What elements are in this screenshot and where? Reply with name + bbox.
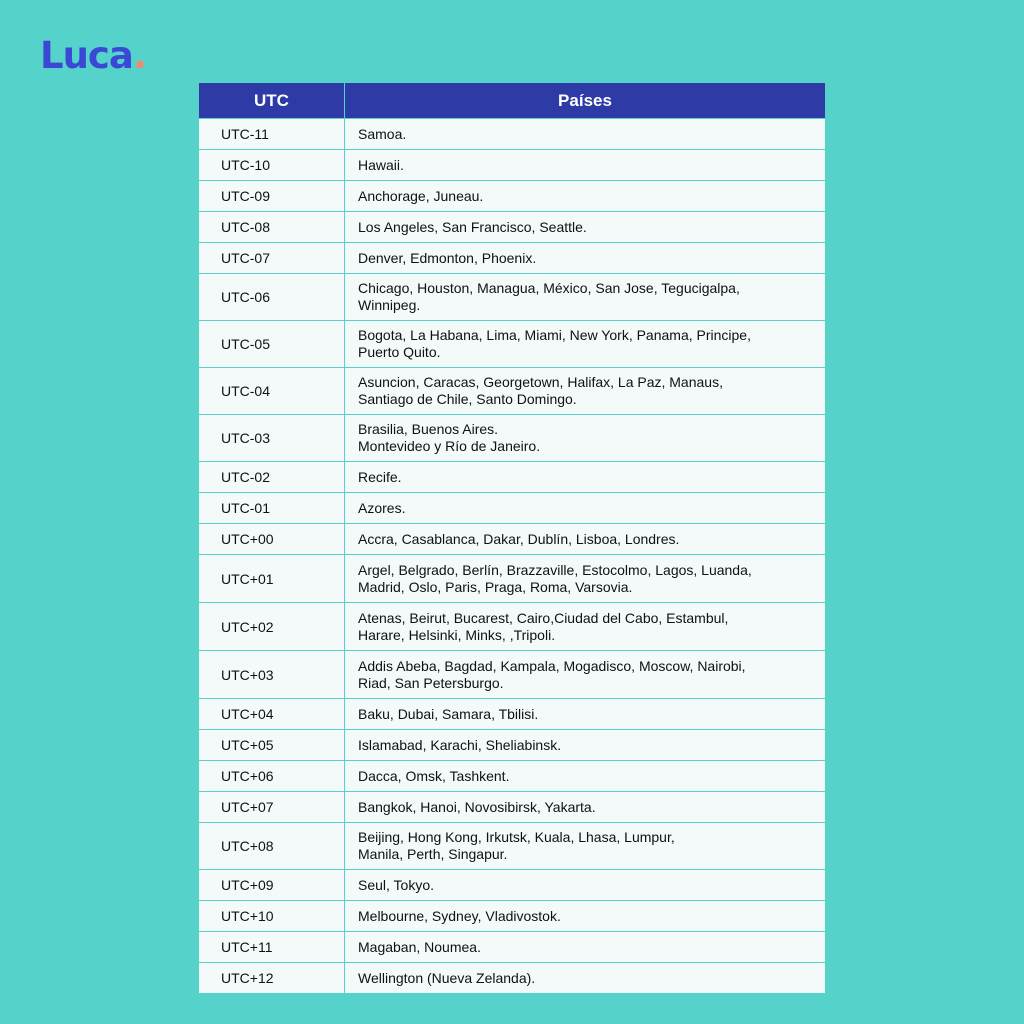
places-line: Baku, Dubai, Samara, Tbilisi. bbox=[358, 705, 539, 722]
utc-offset-cell: UTC+11 bbox=[199, 932, 345, 963]
places-line: Bogota, La Habana, Lima, Miami, New York, Panama, Principe, bbox=[358, 327, 751, 343]
places-line: Samoa. bbox=[358, 125, 407, 142]
places-line: Argel, Belgrado, Berlín, Brazzaville, Estocolmo, Lagos, Luanda, bbox=[358, 561, 752, 578]
places-line: Brasilia, Buenos Aires. bbox=[358, 421, 499, 437]
table-row bbox=[199, 524, 826, 555]
table-row bbox=[199, 761, 826, 792]
utc-offset-cell: UTC+07 bbox=[199, 792, 345, 823]
utc-offset-cell: UTC+01 bbox=[199, 555, 345, 603]
places-line: Dacca, Omsk, Tashkent. bbox=[358, 767, 510, 784]
places-cell bbox=[345, 415, 826, 462]
table-row bbox=[199, 932, 826, 963]
places-line: Winnipeg. bbox=[358, 297, 421, 313]
places-cell bbox=[345, 901, 826, 932]
utc-offset-cell: UTC+02 bbox=[199, 603, 345, 651]
places-line: Accra, Casablanca, Dakar, Dublín, Lisboa, Londres. bbox=[358, 530, 680, 547]
table-row bbox=[199, 415, 826, 462]
places-cell bbox=[345, 243, 826, 274]
header-utc: UTC bbox=[199, 83, 345, 119]
table-row bbox=[199, 870, 826, 901]
places-cell bbox=[345, 181, 826, 212]
places-line: Wellington (Nueva Zelanda). bbox=[358, 969, 536, 986]
places-line: Azores. bbox=[358, 499, 406, 516]
table-row bbox=[199, 792, 826, 823]
places-cell bbox=[345, 119, 826, 150]
places-line: Harare, Helsinki, Minks, ,Tripoli. bbox=[358, 626, 556, 643]
utc-offset-cell: UTC-07 bbox=[199, 243, 345, 274]
table-row bbox=[199, 823, 826, 870]
utc-offset-cell: UTC+05 bbox=[199, 730, 345, 761]
table-row bbox=[199, 901, 826, 932]
places-cell bbox=[345, 368, 826, 415]
places-line: Santiago de Chile, Santo Domingo. bbox=[358, 391, 577, 407]
places-cell bbox=[345, 603, 826, 651]
table-row bbox=[199, 730, 826, 761]
utc-offset-cell: UTC+09 bbox=[199, 870, 345, 901]
utc-offset-cell: UTC+12 bbox=[199, 963, 345, 994]
places-line: Magaban, Noumea. bbox=[358, 938, 481, 955]
places-line: Recife. bbox=[358, 468, 402, 485]
places-cell bbox=[345, 493, 826, 524]
places-cell bbox=[345, 274, 826, 321]
utc-offset-cell: UTC+00 bbox=[199, 524, 345, 555]
utc-offset-cell: UTC+08 bbox=[199, 823, 345, 870]
table-row bbox=[199, 243, 826, 274]
places-line: Puerto Quito. bbox=[358, 344, 441, 360]
table-row bbox=[199, 493, 826, 524]
places-line: Denver, Edmonton, Phoenix. bbox=[358, 249, 537, 266]
table-row bbox=[199, 462, 826, 493]
utc-offset-cell: UTC-03 bbox=[199, 415, 345, 462]
table-row bbox=[199, 963, 826, 994]
places-line: Asuncion, Caracas, Georgetown, Halifax, La Paz, Manaus, bbox=[358, 374, 723, 390]
utc-offset-cell: UTC+10 bbox=[199, 901, 345, 932]
places-line: Addis Abeba, Bagdad, Kampala, Mogadisco, Moscow, Nairobi, bbox=[358, 657, 746, 674]
places-line: Bangkok, Hanoi, Novosibirsk, Yakarta. bbox=[358, 798, 596, 815]
table-row bbox=[199, 368, 826, 415]
places-line: Atenas, Beirut, Bucarest, Cairo,Ciudad del Cabo, Estambul, bbox=[358, 609, 729, 626]
table-row bbox=[199, 555, 826, 603]
places-line: Islamabad, Karachi, Sheliabinsk. bbox=[358, 736, 562, 753]
places-line: Beijing, Hong Kong, Irkutsk, Kuala, Lhasa, Lumpur, bbox=[358, 829, 675, 845]
places-cell bbox=[345, 555, 826, 603]
places-cell bbox=[345, 150, 826, 181]
utc-offset-cell: UTC-01 bbox=[199, 493, 345, 524]
places-line: Anchorage, Juneau. bbox=[358, 187, 484, 204]
utc-offset-cell: UTC-10 bbox=[199, 150, 345, 181]
utc-timezone-table bbox=[198, 82, 826, 994]
places-cell bbox=[345, 651, 826, 699]
table-row bbox=[199, 274, 826, 321]
utc-offset-cell: UTC-09 bbox=[199, 181, 345, 212]
header-paises: Países bbox=[345, 83, 826, 119]
utc-offset-cell: UTC-06 bbox=[199, 274, 345, 321]
places-line: Manila, Perth, Singapur. bbox=[358, 846, 508, 862]
table-row bbox=[199, 212, 826, 243]
utc-offset-cell: UTC+03 bbox=[199, 651, 345, 699]
table-row bbox=[199, 603, 826, 651]
places-cell bbox=[345, 932, 826, 963]
table-row bbox=[199, 651, 826, 699]
utc-offset-cell: UTC+04 bbox=[199, 699, 345, 730]
places-line: Melbourne, Sydney, Vladivostok. bbox=[358, 907, 561, 924]
utc-offset-cell: UTC-02 bbox=[199, 462, 345, 493]
table-row bbox=[199, 150, 826, 181]
places-cell bbox=[345, 524, 826, 555]
utc-offset-cell: UTC+06 bbox=[199, 761, 345, 792]
table-row bbox=[199, 181, 826, 212]
places-cell bbox=[345, 699, 826, 730]
utc-offset-cell: UTC-08 bbox=[199, 212, 345, 243]
places-cell bbox=[345, 730, 826, 761]
places-cell bbox=[345, 870, 826, 901]
luca-logo: Luca. bbox=[40, 34, 146, 77]
table-row bbox=[199, 119, 826, 150]
utc-offset-cell: UTC-04 bbox=[199, 368, 345, 415]
places-line: Riad, San Petersburgo. bbox=[358, 674, 504, 691]
places-line: Montevideo y Río de Janeiro. bbox=[358, 438, 541, 454]
places-line: Hawaii. bbox=[358, 156, 404, 173]
places-cell bbox=[345, 321, 826, 368]
utc-offset-cell: UTC-05 bbox=[199, 321, 345, 368]
places-line: Chicago, Houston, Managua, México, San Jose, Tegucigalpa, bbox=[358, 280, 740, 296]
places-cell bbox=[345, 792, 826, 823]
table-row bbox=[199, 699, 826, 730]
places-cell bbox=[345, 212, 826, 243]
places-line: Los Angeles, San Francisco, Seattle. bbox=[358, 218, 587, 235]
table-row bbox=[199, 321, 826, 368]
table-header-row bbox=[199, 83, 826, 119]
places-line: Seul, Tokyo. bbox=[358, 876, 435, 893]
places-cell bbox=[345, 761, 826, 792]
places-cell bbox=[345, 823, 826, 870]
places-cell bbox=[345, 462, 826, 493]
places-line: Madrid, Oslo, Paris, Praga, Roma, Varsovia. bbox=[358, 578, 633, 595]
places-cell bbox=[345, 963, 826, 994]
utc-offset-cell: UTC-11 bbox=[199, 119, 345, 150]
